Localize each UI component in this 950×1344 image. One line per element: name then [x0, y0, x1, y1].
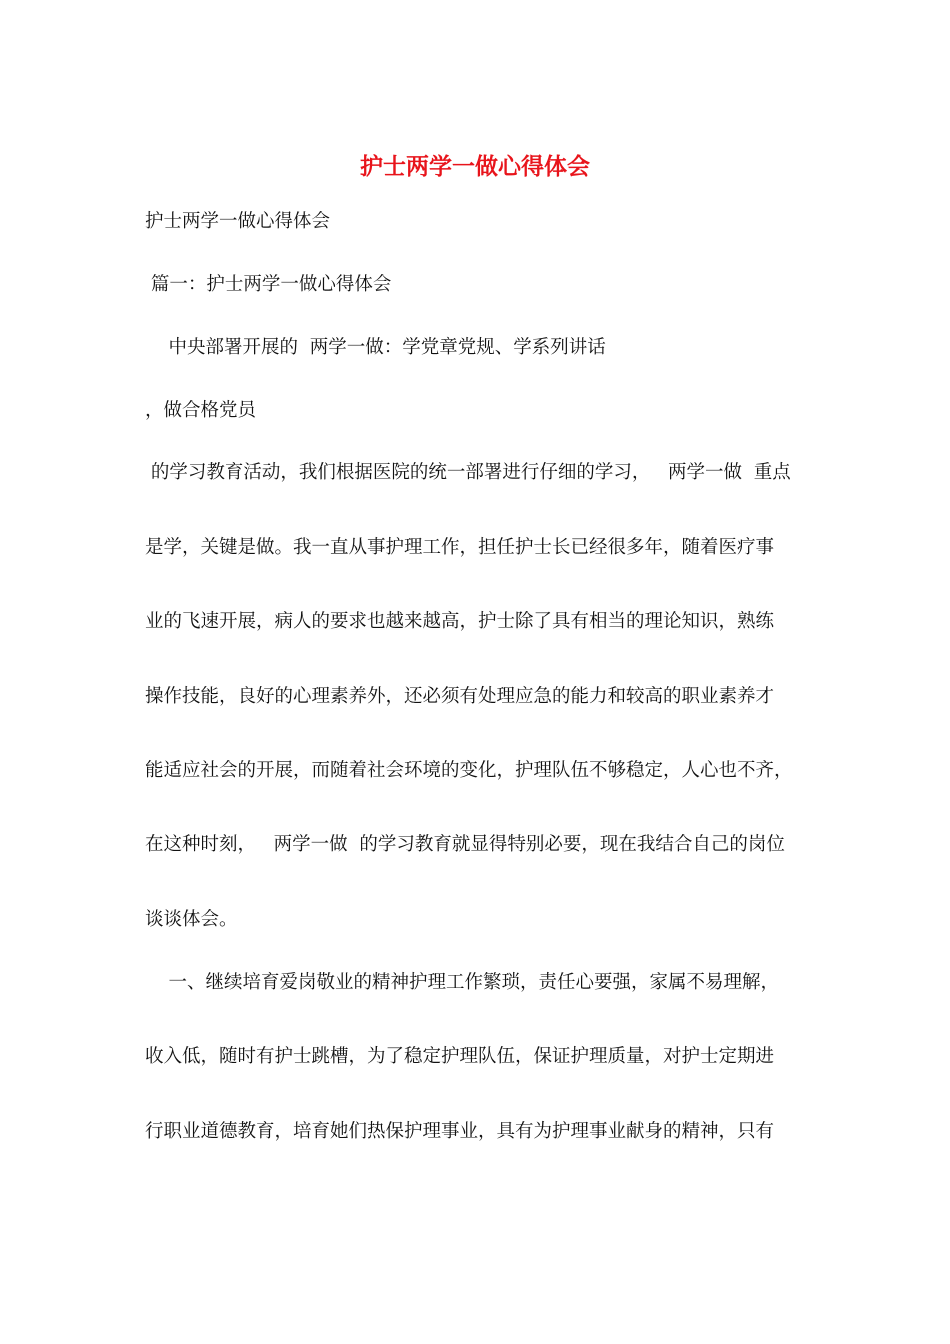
- text-line-5: 的学习教育活动，我们根据医院的统一部署进行仔细的学习， 两学一做 重点: [145, 462, 791, 483]
- text-line-8: 操作技能，良好的心理素养外，还必须有处理应急的能力和较高的职业素养才: [145, 686, 775, 707]
- text-line-12: 一、继续培育爱岗敬业的精神护理工作繁琐，责任心要强，家属不易理解，: [145, 972, 780, 993]
- text-line-6: 是学，关键是做。我一直从事护理工作，担任护士长已经很多年，随着医疗事: [145, 537, 775, 558]
- text-line-3: 中央部署开展的 两学一做：学党章党规、学系列讲话: [145, 337, 606, 358]
- text-line-13: 收入低，随时有护士跳槽，为了稳定护理队伍，保证护理质量，对护士定期进: [145, 1046, 775, 1067]
- text-line-2: 篇一：护士两学一做心得体会: [145, 274, 392, 295]
- text-line-14: 行职业道德教育，培育她们热保护理事业，具有为护理事业献身的精神，只有: [145, 1121, 775, 1142]
- text-line-10: 在这种时刻， 两学一做 的学习教育就显得特别必要，现在我结合自己的岗位: [145, 834, 785, 855]
- text-line-11: 谈谈体会。: [145, 909, 238, 930]
- text-line-1: 护士两学一做心得体会: [145, 211, 331, 232]
- text-line-4: ，做合格党员: [145, 400, 257, 421]
- text-line-7: 业的飞速开展，病人的要求也越来越高，护士除了具有相当的理论知识，熟练: [145, 611, 775, 632]
- text-line-9: 能适应社会的开展，而随着社会环境的变化，护理队伍不够稳定，人心也不齐，: [145, 760, 793, 781]
- document-title: 护士两学一做心得体会: [360, 153, 590, 180]
